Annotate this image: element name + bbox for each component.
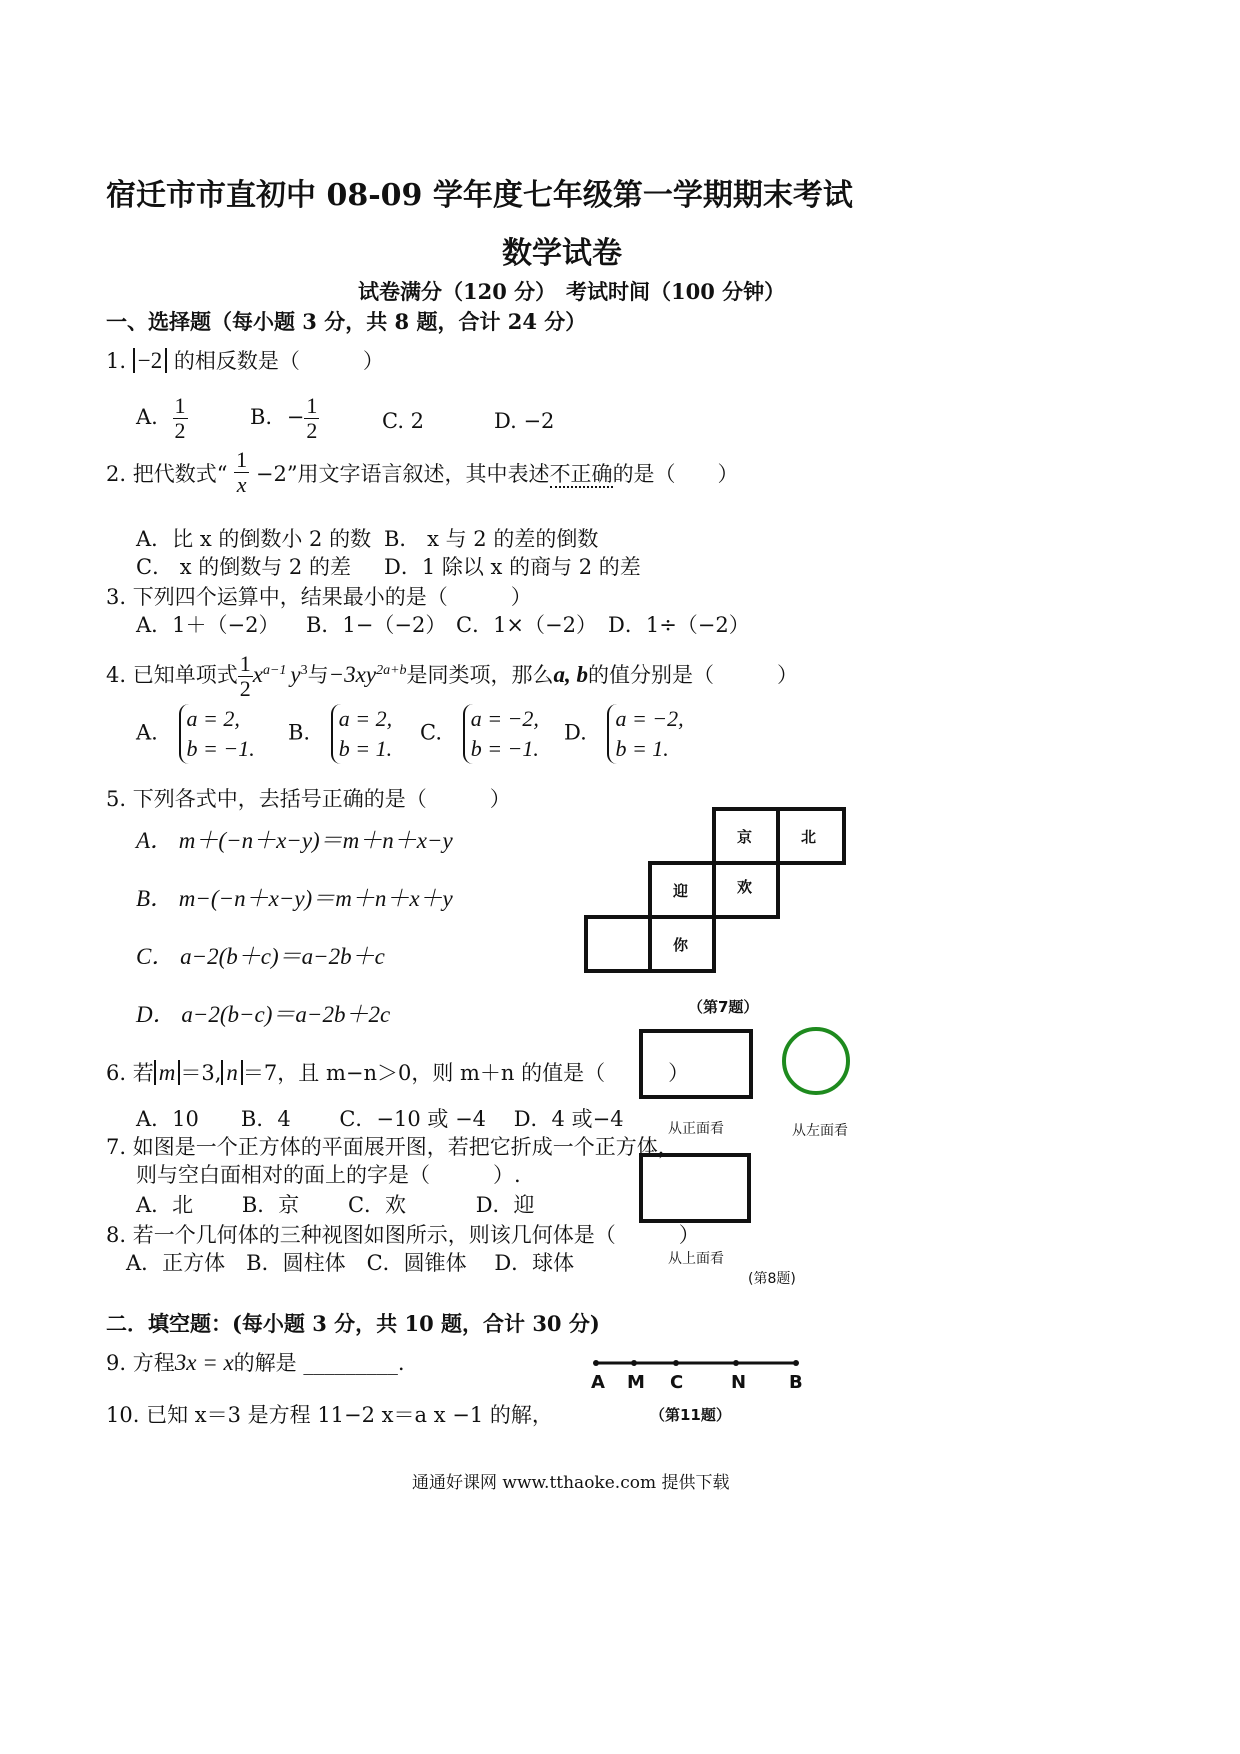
exponent: a−1: [262, 663, 287, 678]
point-c-dot: [673, 1360, 679, 1366]
question-text-end: 的是（ ）: [612, 462, 739, 486]
section-2-title: 二．填空题：(每小题 3 分，共 10 题，合计 30 分): [106, 1311, 600, 1336]
q3-option-c: C．1×（−2）: [456, 613, 597, 637]
point-m-dot: [631, 1360, 637, 1366]
question-4: [106, 652, 798, 701]
question-7-line-2: 则与空白面相对的面上的字是（ ）.: [136, 1163, 521, 1187]
absolute-value: −2: [133, 348, 167, 373]
net-cell-blank: [586, 917, 650, 971]
equation-system: [607, 704, 683, 764]
page-subtitle: 数学试卷: [502, 236, 622, 271]
question-text: 下列各式中，去括号正确的是（ ）: [132, 787, 511, 811]
question-number: 8.: [106, 1223, 127, 1247]
question-number: 6.: [106, 1061, 127, 1085]
question-5: [106, 786, 511, 812]
question-text: 下列四个运算中，结果最小的是（ ）: [132, 585, 532, 609]
net-label-ying: 迎: [673, 882, 689, 900]
q5-option-b: B． m−(−n＋x−y)＝m＋n＋x＋y: [136, 886, 453, 911]
q2-option-d: D．1 除以 x 的商与 2 的差: [384, 555, 641, 579]
point-n-label: N: [731, 1372, 747, 1393]
question-text-post: 的解是: [233, 1351, 297, 1375]
q2-option-a: A．比 x 的倒数小 2 的数: [136, 527, 372, 551]
net-label-huan: 欢: [737, 878, 753, 896]
emphasis-text: 不正确: [549, 462, 613, 486]
question-7: [106, 1134, 679, 1160]
exam-time: 考试时间（100 分钟）: [566, 279, 786, 304]
question-text-pre: 已知单项式: [132, 663, 238, 687]
q1-option-c: C. 2: [382, 409, 425, 433]
question-text-pre: 若: [132, 1061, 154, 1085]
absolute-value-m: m: [154, 1060, 181, 1085]
q6-options: A．10 B．4 C．−10 或 −4 D．4 或−4: [136, 1107, 624, 1131]
question-number: 4.: [106, 663, 127, 687]
q1-option-d: D. −2: [494, 409, 555, 433]
denominator: x: [236, 472, 247, 497]
question-text: 已知 x＝3 是方程 11−2 x＝a x −1 的解，: [146, 1403, 553, 1427]
question-9: [106, 1350, 405, 1376]
equation-line: a = −2,: [615, 706, 684, 731]
option-label: D.: [564, 720, 587, 745]
net-label-ni: 你: [673, 936, 689, 954]
left-view-label: 从左面看: [792, 1123, 848, 1139]
question-number: 5.: [106, 787, 127, 811]
q7-options: A．北 B．京 C．欢 D．迎: [136, 1193, 535, 1217]
question-3: [106, 584, 532, 610]
option-label: B.: [288, 720, 311, 745]
variables: a, b: [553, 662, 589, 687]
fraction: [234, 448, 249, 497]
question-8: [106, 1222, 700, 1248]
full-score: 试卷满分（120 分）: [358, 279, 557, 304]
equals-3: ＝3,: [180, 1061, 222, 1085]
equation-line: a = −2,: [470, 706, 539, 731]
footer-text: 通通好课网 www.tthaoke.com 提供下载: [412, 1473, 730, 1493]
top-view-rectangle: [641, 1155, 749, 1221]
figure-8-caption: (第8题): [748, 1271, 796, 1287]
q4-option-c: [420, 704, 539, 764]
top-view-label: 从上面看: [668, 1251, 724, 1267]
figure-11-caption: （第11题）: [650, 1406, 731, 1424]
segment-figure: [590, 1355, 805, 1375]
q5-option-a: A． m＋(−n＋x−y)＝m＋n＋x−y: [136, 828, 453, 853]
exponent: 3: [300, 663, 308, 678]
monomial-x: x: [252, 662, 263, 687]
numerator: 1: [239, 651, 251, 676]
option-label: B.: [250, 405, 273, 429]
question-1: [106, 348, 384, 374]
q1-option-a: [136, 394, 188, 443]
connector-text: 与: [307, 663, 329, 687]
question-text-post: ＝7，且 m−n＞0，则 m＋n 的值是（ ）: [242, 1061, 690, 1085]
equation-line: b = −1.: [186, 736, 255, 761]
question-text: 如图是一个正方体的平面展开图，若把它折成一个正方体，: [132, 1135, 679, 1159]
minus-sign: −: [286, 405, 305, 429]
q8-options: A．正方体 B．圆柱体 C．圆锥体 D．球体: [126, 1251, 575, 1275]
question-text: 的相反数是（ ）: [173, 349, 384, 373]
point-a-dot: [593, 1360, 599, 1366]
point-c-label: C: [670, 1372, 684, 1393]
page-title: 宿迁市市直初中 08-09 学年度七年级第一学期期末考试: [106, 178, 853, 213]
q5-option-d: D． a−2(b−c)＝a−2b＋2c: [136, 1002, 391, 1027]
equation-line: b = −1.: [470, 736, 539, 761]
question-text-end: 是同类项，那么: [406, 663, 554, 687]
question-number: 7.: [106, 1135, 127, 1159]
monomial-2: −3xy: [328, 662, 377, 687]
q3-option-a: A．1＋（−2）: [136, 613, 280, 637]
question-text-pre: 把代数式“: [132, 462, 228, 486]
equation-line: a = 2,: [338, 706, 393, 731]
q4-option-d: [564, 704, 684, 764]
numerator: 1: [236, 447, 248, 472]
fraction: [304, 394, 319, 443]
question-number: 2.: [106, 462, 127, 486]
left-view-circle: [784, 1029, 848, 1093]
equation-system: [179, 704, 255, 764]
q1-option-b: [250, 394, 319, 443]
figure-7-caption: （第7题）: [688, 998, 759, 1016]
point-n-dot: [733, 1360, 739, 1366]
q2-option-c: C． x 的倒数与 2 的差: [136, 555, 351, 579]
question-number: 3.: [106, 585, 127, 609]
equation-system: [463, 704, 539, 764]
front-view-label: 从正面看: [668, 1121, 724, 1137]
option-label: A.: [136, 405, 158, 429]
equation-line: a = 2,: [186, 706, 240, 731]
option-label: C.: [420, 720, 442, 745]
q2-option-b: B． x 与 2 的差的倒数: [384, 527, 599, 551]
monomial-y: y: [290, 662, 301, 687]
question-text-post: −2”用文字语言叙述，其中表述: [255, 462, 550, 486]
point-b-dot: [793, 1360, 799, 1366]
equation: 3x = x: [174, 1350, 234, 1375]
q5-option-c: C． a−2(b＋c)＝a−2b＋c: [136, 944, 385, 969]
q3-option-d: D．1÷（−2）: [608, 613, 750, 637]
section-1-title: 一、选择题（每小题 3 分，共 8 题，合计 24 分）: [106, 309, 587, 334]
exponent: 2a+b: [376, 663, 407, 678]
equation-line: b = 1.: [615, 736, 669, 761]
question-text-pre: 方程: [132, 1351, 175, 1375]
net-label-jing: 京: [737, 828, 753, 846]
option-label: A.: [136, 720, 158, 745]
absolute-value-n: n: [221, 1060, 243, 1085]
q3-option-b: B．1−（−2）: [306, 613, 447, 637]
question-10: [106, 1402, 553, 1428]
net-label-bei: 北: [801, 828, 817, 846]
q4-option-b: [288, 704, 392, 764]
question-text: 若一个几何体的三种视图如图所示，则该几何体是（ ）: [132, 1223, 700, 1247]
fraction: [173, 394, 188, 443]
question-6: [106, 1060, 689, 1086]
question-number: 9.: [106, 1351, 127, 1375]
numerator: 1: [174, 393, 186, 418]
equation-system: [331, 704, 392, 764]
point-b-label: B: [789, 1372, 803, 1393]
numerator: 1: [306, 393, 318, 418]
front-view-rectangle: [641, 1031, 751, 1097]
equation-line: b = 1.: [338, 736, 393, 761]
question-number: 1.: [106, 349, 127, 373]
denominator: 2: [306, 418, 318, 443]
q4-option-a: [136, 704, 255, 764]
point-m-label: M: [627, 1372, 645, 1393]
question-2: [106, 447, 739, 497]
period: .: [397, 1351, 405, 1375]
fraction: [238, 652, 253, 701]
denominator: 2: [239, 676, 251, 701]
question-text-end2: 的值分别是（ ）: [588, 663, 799, 687]
point-a-label: A: [591, 1372, 605, 1393]
question-number: 10.: [106, 1403, 140, 1427]
answer-blank[interactable]: _________: [303, 1351, 398, 1375]
denominator: 2: [174, 418, 186, 443]
